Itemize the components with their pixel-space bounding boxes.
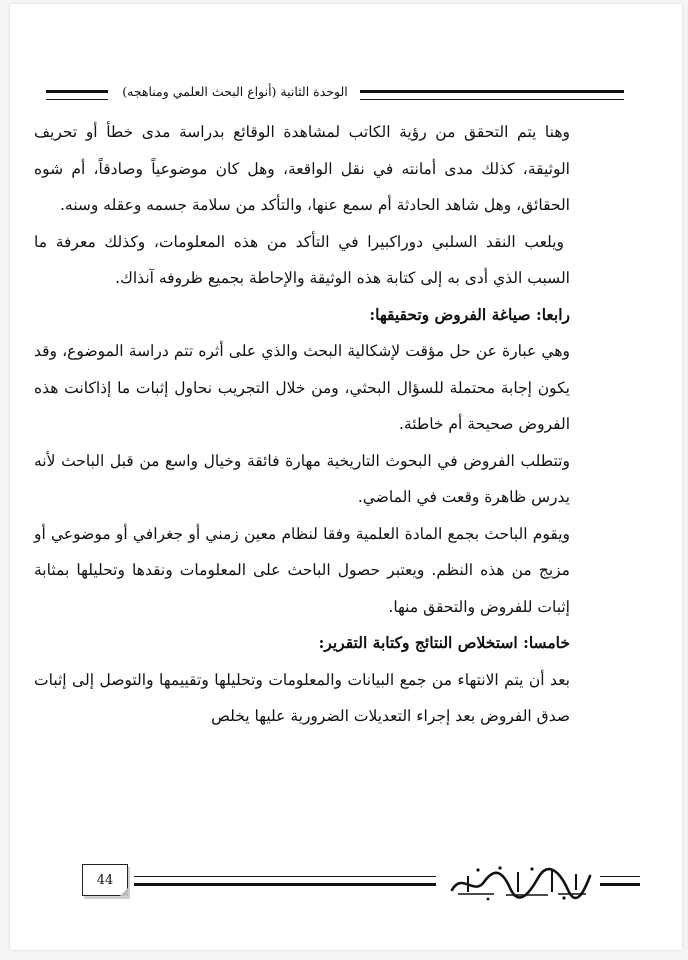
book-title-calligraphy-logo	[448, 862, 594, 902]
paragraph-1: وهنا يتم التحقق من رؤية الكاتب لمشاهدة الوقائع بدراسة مدى خطأ أو تحريف الوثيقة، كذلك مدى أمانته في نقل الواقعة، وهل كان موضوعياً وصادقاً، أم شوه الحقائق، وهل شاهد الحادثة أم سمع عنها، والتأكد من سلامة جسمه وعقله وسنه.	[34, 123, 570, 214]
section-heading-5: خامسا: استخلاص النتائج وكتابة التقرير:	[318, 633, 570, 652]
paragraph-6: بعد أن يتم الانتهاء من جمع البيانات والمعلومات وتحليلها وتقييمها والتوصل إلى إثبات صدق الفروض بعد إجراء التعديلات الضرورية عليها يخلص	[34, 670, 570, 725]
paragraph-4: وتتطلب الفروض في البحوث التاريخية مهارة فائقة وخيال واسع من قبل الباحث لأنه يدرس ظاهرة وقعت في الماضي.	[34, 451, 570, 506]
footer-rule-left	[134, 876, 436, 886]
header-rule-right	[360, 90, 624, 100]
document-page	[10, 4, 682, 950]
running-header	[40, 82, 682, 104]
footer-rule-right	[600, 876, 640, 886]
page-body	[34, 114, 570, 735]
page-number: 44	[96, 872, 114, 888]
header-rule-left	[46, 90, 108, 100]
page-footer	[10, 862, 682, 922]
section-heading-4: رابعا: صياغة الفروض وتحقيقها:	[369, 304, 570, 324]
paragraph-5: ويقوم الباحث بجمع المادة العلمية وفقا لنظام معين زمني أو جغرافي أو موضوعي أو مزيج من هذه النظم. ويعتبر حصول الباحث على المعلومات ونقدها وتحليلها بمثابة إثبات للفروض والتحقق منها.	[34, 524, 570, 616]
paragraph-3: وهي عبارة عن حل مؤقت لإشكالية البحث والذي على أثره تتم دراسة الموضوع، وقد يكون إجابة محتملة للسؤال البحثي، ومن خلال التجريب نحاول إثبات ما إذاكانت هذه الفروض صحيحة أم خاطئة.	[34, 342, 570, 433]
paragraph-2: ويلعب النقد السلبي دوراكبيرا في التأكد من هذه المعلومات، وكذلك معرفة ما السبب الذي أدى به إلى كتابة هذه الوثيقة والإحاطة بجميع ظروفه آنذاك.	[34, 232, 570, 287]
page-number-box	[82, 864, 128, 896]
running-title: الوحدة الثانية (أنواع البحث العلمي ومناهجه)	[122, 84, 348, 99]
calligraphy-logo-icon	[448, 862, 594, 902]
